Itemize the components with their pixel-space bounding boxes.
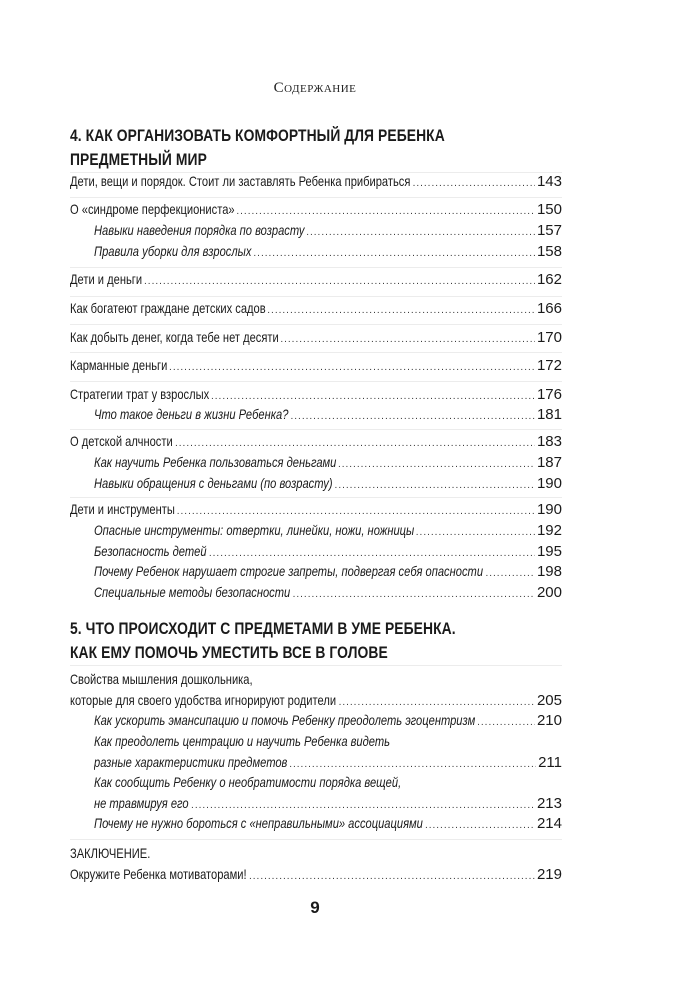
toc-entry-title: Навыки наведения порядка по возрасту [94, 223, 305, 238]
toc-entry-title: Как научить Ребенка пользоваться деньгами [94, 455, 337, 470]
chapter-5-heading [70, 617, 561, 665]
toc-entry-page: 162 [536, 271, 562, 288]
toc-subentry[interactable] [94, 405, 562, 425]
leader-dots [289, 755, 536, 773]
toc-entry-page: 190 [536, 501, 562, 518]
toc-subentry[interactable] [94, 542, 562, 562]
leader-dots [293, 585, 535, 603]
toc-subentry[interactable] [94, 794, 562, 814]
leader-dots [425, 816, 535, 834]
leader-dots [267, 301, 535, 319]
leader-dots [211, 387, 535, 405]
toc-entry-title: Правила уборки для взрослых [94, 244, 252, 259]
toc-entry-page: 213 [536, 795, 562, 812]
toc-entry[interactable] [70, 172, 562, 192]
leader-dots [209, 544, 535, 562]
toc-subentry[interactable] [94, 583, 562, 603]
toc-entry-page: 143 [536, 173, 562, 190]
toc-entry-page: 176 [536, 386, 562, 403]
toc-entry-page: 190 [536, 475, 562, 492]
chapter-4-title-line1: 4. КАК ОРГАНИЗОВАТЬ КОМФОРТНЫЙ ДЛЯ РЕБЕНКА [70, 127, 445, 145]
toc-entry-title: О детской алчности [70, 434, 173, 449]
leader-dots [144, 272, 535, 290]
toc-entry-title: Как ускорить эмансипацию и помочь Ребенку преодолеть эгоцентризм [94, 713, 476, 728]
group-divider [70, 352, 562, 353]
toc-subentry-first-line: Как сообщить Ребенку о необратимости порядка вещей, [94, 775, 402, 790]
toc-entry-title: Опасные инструменты: отвертки, линейки, ножи, ножницы [94, 523, 415, 538]
toc-entry-title: Дети, вещи и порядок. Стоит ли заставлять Ребенка прибираться [70, 174, 411, 189]
toc-entry-title: Навыки обращения с деньгами (по возрасту) [94, 476, 333, 491]
toc-entry-title: Почему Ребенок нарушает строгие запреты, подвергая себя опасности [94, 564, 484, 579]
toc-entry[interactable] [70, 500, 562, 520]
leader-dots [485, 564, 535, 582]
chapter-5-title-line1: 5. ЧТО ПРОИСХОДИТ С ПРЕДМЕТАМИ В УМЕ РЕБЕНКА. [70, 620, 456, 638]
toc-entry-conclusion[interactable] [70, 865, 562, 885]
toc-entry-page: 200 [536, 584, 562, 601]
leader-dots [477, 713, 535, 731]
group-divider [70, 429, 562, 430]
leader-dots [169, 358, 535, 376]
toc-entry-title: разные характеристики предметов [94, 755, 288, 770]
group-divider [70, 267, 562, 268]
toc-entry-page: 157 [536, 222, 562, 239]
toc-entry[interactable] [70, 385, 562, 405]
group-divider [70, 839, 562, 840]
group-divider [70, 197, 562, 198]
toc-entry-page: 158 [536, 243, 562, 260]
toc-entry-title: не травмируя его [94, 796, 189, 811]
toc-subentry[interactable] [94, 242, 562, 262]
toc-entry-title: Как добыть денег, когда тебе нет десяти [70, 330, 279, 345]
toc-subentry[interactable] [94, 753, 562, 773]
toc-entry-title: Дети и деньги [70, 272, 143, 287]
toc-subentry[interactable] [94, 453, 562, 473]
toc-entry-page: 170 [536, 329, 562, 346]
group-divider [70, 497, 562, 498]
leader-dots [175, 434, 535, 452]
page-number: 9 [310, 898, 320, 917]
toc-entry-first-line: Свойства мышления дошкольника, [70, 672, 253, 687]
chapter-4-title-line2: ПРЕДМЕТНЫЙ МИР [70, 151, 207, 169]
toc-entry[interactable] [70, 270, 562, 290]
leader-dots [249, 867, 535, 885]
toc-entry[interactable] [70, 328, 562, 348]
conclusion-label: ЗАКЛЮЧЕНИЕ. [70, 846, 151, 861]
toc-entry-title: Специальные методы безопасности [94, 585, 291, 600]
toc-subentry[interactable] [94, 814, 562, 834]
toc-entry-page: 219 [536, 866, 562, 883]
toc-entry-title: Окружите Ребенка мотиваторами! [70, 867, 247, 882]
leader-dots [290, 407, 534, 425]
toc-subentry[interactable] [94, 562, 562, 582]
toc-entry-page: 198 [536, 563, 562, 580]
toc-entry-title: Карманные деньги [70, 358, 168, 373]
leader-dots [253, 244, 535, 262]
toc-subentry[interactable] [94, 474, 562, 494]
leader-dots [416, 523, 535, 541]
toc-entry-page: 214 [536, 815, 562, 832]
toc-entry-title: Что такое деньги в жизни Ребенка? [94, 407, 289, 422]
leader-dots [177, 502, 535, 520]
toc-entry-page: 183 [536, 433, 562, 450]
toc-entry-page: 187 [536, 454, 562, 471]
toc-subentry[interactable] [94, 711, 562, 731]
toc-subentry[interactable] [94, 521, 562, 541]
toc-subentry-first-line: Как преодолеть центрацию и научить Ребенка видеть [94, 734, 391, 749]
toc-entry[interactable] [70, 691, 562, 711]
toc-entry-title: Почему не нужно бороться с «неправильными» ассоциациями [94, 816, 423, 831]
toc-entry-page: 166 [536, 300, 562, 317]
leader-dots [280, 330, 535, 348]
toc-entry[interactable] [70, 432, 562, 452]
toc-entry-title: которые для своего удобства игнорируют родители [70, 693, 337, 708]
running-head: Содержание [273, 80, 357, 96]
chapter-4-heading [70, 124, 561, 172]
leader-dots [306, 223, 535, 241]
toc-entry-title: Стратегии трат у взрослых [70, 387, 210, 402]
leader-dots [236, 202, 535, 220]
toc-entry-title: Безопасность детей [94, 544, 207, 559]
toc-entry-title: О «синдроме перфекциониста» [70, 202, 235, 217]
toc-entry[interactable] [70, 356, 562, 376]
toc-entry-page: 150 [536, 201, 562, 218]
chapter-5-title-line2: КАК ЕМУ ПОМОЧЬ УМЕСТИТЬ ВСЕ В ГОЛОВЕ [70, 644, 388, 662]
toc-entry-page: 205 [536, 692, 562, 709]
toc-entry[interactable] [70, 200, 562, 220]
leader-dots [335, 476, 535, 494]
toc-entry-title: Дети и инструменты [70, 502, 175, 517]
toc-entry-page: 211 [538, 754, 562, 771]
group-divider [70, 296, 562, 297]
leader-dots [191, 796, 535, 814]
leader-dots [413, 174, 535, 192]
group-divider [70, 381, 562, 382]
toc-entry-page: 210 [536, 712, 562, 729]
group-divider [70, 324, 562, 325]
toc-subentry[interactable] [94, 221, 562, 241]
toc-entry[interactable] [70, 299, 562, 319]
toc-entry-page: 192 [536, 522, 562, 539]
leader-dots [338, 455, 535, 473]
toc-entry-page: 181 [536, 406, 562, 423]
toc-entry-title: Как богатеют граждане детских садов [70, 301, 266, 316]
leader-dots [339, 693, 535, 711]
group-divider [70, 665, 562, 666]
toc-entry-page: 195 [536, 543, 562, 560]
toc-entry-page: 172 [536, 357, 562, 374]
